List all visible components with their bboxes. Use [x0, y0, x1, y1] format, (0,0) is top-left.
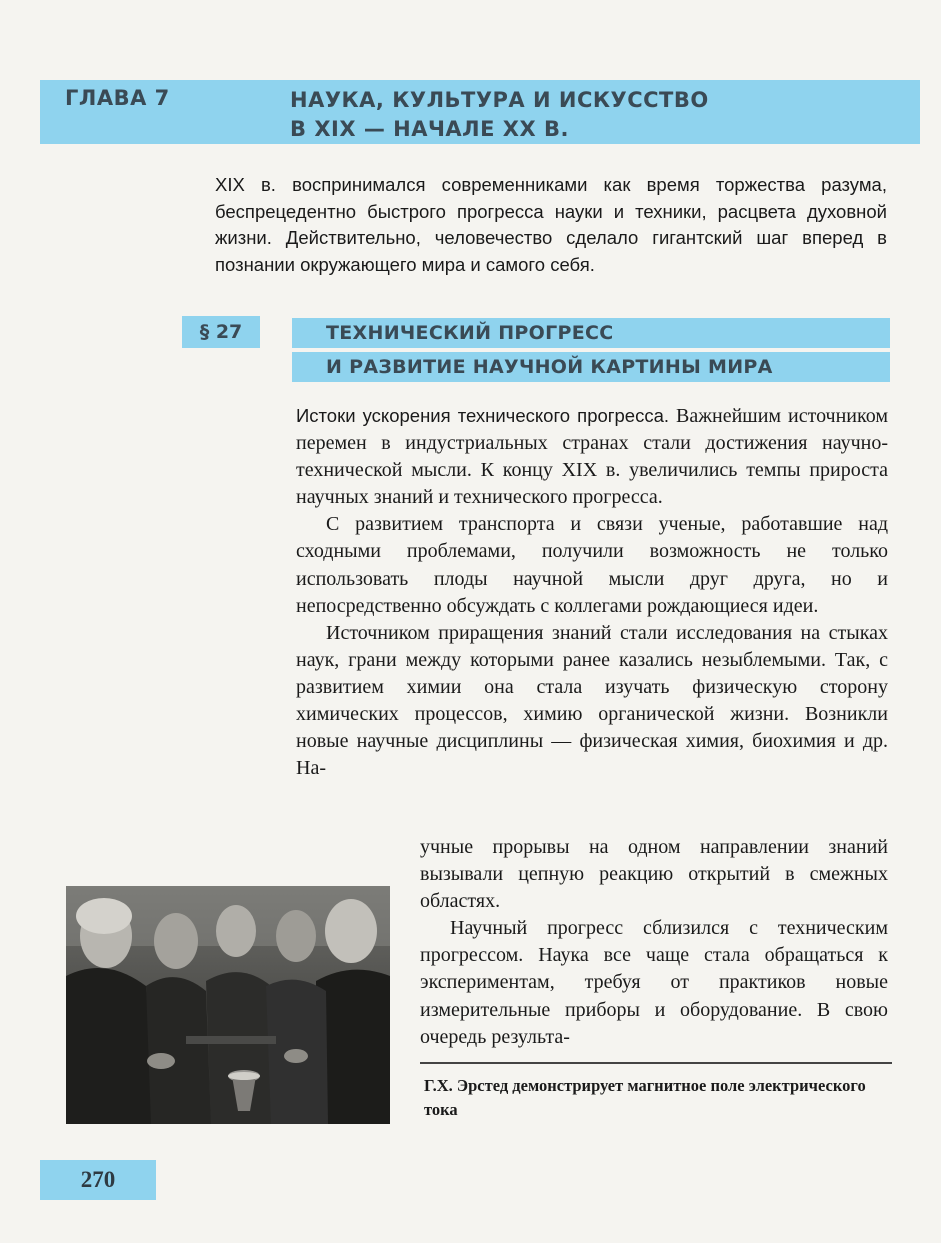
paragraph-1: [296, 402, 888, 511]
paragraph-2: С развитием транспорта и связи ученые, работавшие над сходными проблемами, получили возможность не только использовать плоды научной мысли друг друга, но и непосредственно обсуждать с коллегами рождающиеся идеи.: [296, 513, 888, 617]
section-title-line-2: И РАЗВИТИЕ НАУЧНОЙ КАРТИНЫ МИРА: [326, 356, 773, 378]
paragraph-4: Научный прогресс сблизился с техническим прогрессом. Наука все чаще стала обращаться к экспериментам, требуя от практиков новые измерительные приборы и оборудование. В свою очередь результа-: [420, 917, 888, 1048]
oersted-illustration: [66, 886, 390, 1124]
main-text-wide: [296, 402, 888, 782]
chapter-title-line-2: В XIX — НАЧАЛЕ XX В.: [290, 117, 569, 141]
chapter-intro: XIX в. воспринимался современниками как время торжества разума, беспрецедентно быстрого прогресса науки и техники, расцвета духовной жизни. Действительно, человечество сделало гигантский шаг вперед в познании окружающего мира и самого себя.: [215, 174, 887, 275]
paragraph-3-continued: учные прорывы на одном направлении знаний вызывали цепную реакцию открытий в смежных областях.: [420, 836, 888, 913]
chapter-label: ГЛАВА 7: [65, 86, 170, 110]
caption-divider: [420, 1062, 892, 1064]
paragraph-3-wide: Источником приращения знаний стали исследования на стыках наук, грани между которыми ранее казались незыблемыми. Так, с развитием химии она стала изучать физическую сторону химических процессов, химию органической жизни. Возникли новые научные дисциплины — физическая химия, биохимия и др. На-: [296, 621, 888, 780]
illustration-caption: Г.Х. Эрстед демонстрирует магнитное поле электрического тока: [424, 1076, 866, 1119]
section-title-line-1: ТЕХНИЧЕСКИЙ ПРОГРЕСС: [326, 322, 614, 344]
illustration-drawing: [66, 886, 390, 1124]
chapter-title-line-1: НАУКА, КУЛЬТУРА И ИСКУССТВО: [290, 88, 709, 112]
main-text-narrow: [420, 834, 888, 1051]
paragraph-1-text: Важнейшим источником перемен в индустриальных странах стали достижения научно-технической мысли. К концу XIX в. увеличились темпы прироста научных знаний и технического прогресса.: [296, 405, 888, 509]
section-number: § 27: [182, 316, 260, 348]
chapter-title: [290, 86, 709, 144]
paragraph-lead-heading: Истоки ускорения технического прогресса.: [296, 405, 670, 426]
page-number: 270: [80, 1167, 116, 1192]
